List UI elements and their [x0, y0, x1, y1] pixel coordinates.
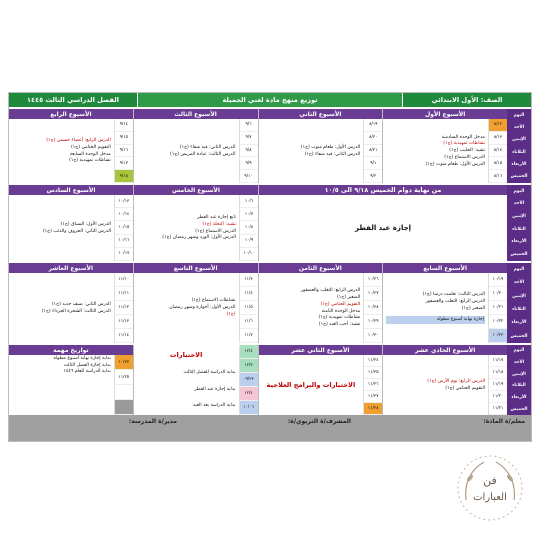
lesson-line: نشاطات تمهيدية (ج١) [443, 141, 485, 147]
lesson-line: مدخل الوحدة السابعة [69, 151, 111, 157]
lesson-line: الدرس الرابع: يوم الأرض (ج١) [427, 378, 485, 384]
date-cell: ١١/١٨ [489, 367, 507, 379]
date-cell: ١٠/٠٦ [240, 401, 258, 415]
week-1 [382, 109, 507, 183]
date-cell: ١٠/١٦ [115, 235, 133, 248]
day-header: اليوم [513, 188, 525, 194]
date-cell: ٩/١٥ [115, 132, 133, 145]
event-label: بداية إجازة عيد الفطر [194, 386, 236, 392]
date-cell: ١٠/٢٣ [115, 355, 133, 370]
date-cell: ١٢/٤ [240, 387, 258, 401]
week-dates [239, 195, 258, 261]
date-cell: ٨/١٩ [364, 119, 382, 132]
week-dates [114, 119, 133, 183]
lesson-line: نشاطات تمهيدية (ج١) [318, 315, 361, 321]
week-dates [239, 119, 258, 183]
week-lessons [383, 119, 488, 183]
lesson-line: نشيد: أحب العيد (ج١) [318, 321, 361, 327]
important-dates [9, 345, 133, 415]
lesson-line: مدخل الوحدة الثامنة [321, 308, 361, 314]
date-cell: ١١/١٧ [489, 355, 507, 367]
date-cell: ١١/١٤ [115, 329, 133, 343]
lesson-line: الصغير (ج١) [336, 295, 361, 301]
weeks-row-2 [9, 185, 531, 261]
date-cell [115, 385, 133, 400]
date-cell: ١١/٥ [240, 301, 258, 315]
date-cell: ١٠/١٥ [115, 221, 133, 234]
lesson-line: الصغير (ج١) [461, 305, 485, 311]
day-thursday: الخميس [510, 333, 528, 339]
date-cell: ٩/١٧ [115, 157, 133, 170]
logo-wreath-icon [450, 448, 530, 528]
signature-footer [9, 415, 531, 441]
date-cell: ١٠/١٣ [115, 195, 133, 208]
term-label: الفصل الدراسي الثالث ١٤٤٥ [9, 93, 137, 107]
lesson-line: الدرس الأول: الورد وشهر رمضان (ج١) [162, 235, 236, 241]
date-cell: ٩/١٦ [115, 145, 133, 158]
week-lessons [9, 195, 114, 261]
day-monday: الإثنين [512, 371, 526, 377]
important-dates-col [114, 355, 133, 415]
day-wednesday: الأربعاء [511, 161, 527, 167]
date-cell: ١٠/٢٦ [364, 273, 382, 287]
date-cell: ١٠/٢٧ [364, 287, 382, 301]
date-cell: ٩/١٤ [115, 119, 133, 132]
week-6 [9, 185, 133, 261]
week-dates [114, 273, 133, 343]
date-cell: ١١/١٢ [115, 301, 133, 315]
date-cell: ١١/١٣ [115, 315, 133, 329]
lesson-line: نشيد: النحلة (ج١) [202, 221, 236, 227]
lesson-line: الدرس الأول: السباق (ج١) [60, 221, 111, 227]
week-title: الأسبوع الرابع [9, 109, 133, 119]
lesson-line: نشيد: الحليب (ج١) [449, 148, 485, 154]
week-7 [382, 263, 507, 343]
lesson-line: الدرس الثالث: عيادة المريض (ج١) [170, 151, 236, 157]
week-12 [258, 345, 383, 415]
date-cell: ٩/١٨ [115, 170, 133, 183]
date-cell: ١١/١١ [115, 287, 133, 301]
week-dates [488, 355, 507, 415]
week-dates [239, 273, 258, 343]
weeks-row-3 [9, 263, 531, 343]
event-label: بداية إجازة الفصل الثالث [63, 362, 111, 368]
days-column [507, 109, 531, 183]
brand-logo [450, 448, 530, 528]
date-cell: ٩/٦ [240, 119, 258, 132]
day-wednesday: الأربعاء [511, 394, 527, 400]
date-cell: ١٠/٢٨ [364, 301, 382, 315]
date-cell: ١١/٢٧ [364, 391, 382, 403]
date-cell: ٩/٢ [364, 170, 382, 183]
date-cell: ٩/٩ [240, 157, 258, 170]
tests-block [133, 345, 258, 415]
lesson-line: الدرس الثالث: تعلمت درسا (ج١) [422, 292, 485, 298]
date-cell: ١٠/٣٠ [364, 329, 382, 343]
lesson-line: (ج١) [226, 311, 236, 317]
week-title: الأسبوع الخامس [134, 185, 258, 195]
date-cell: ٨/١٢ [489, 119, 507, 132]
date-cell: ١٠/١٩ [489, 273, 507, 287]
week-8 [258, 263, 383, 343]
date-cell: ١٠/٨ [240, 221, 258, 234]
week-2 [258, 109, 383, 183]
lesson-line: مدخل الوحدة السادسة [441, 134, 485, 140]
days-column [507, 185, 531, 261]
week-title: الأسبوع الثاني [259, 109, 383, 119]
logo-text-2: العبارات [473, 492, 507, 503]
day-sunday: الأحد [513, 201, 525, 207]
lesson-line: الدرس الأول: أحوارة وشهر رمضان [169, 305, 236, 311]
lesson-line: نشاطات تمهيدية (ج١) [69, 158, 111, 164]
date-cell: ١٠/٢٢ [489, 315, 507, 329]
lesson-line: التقويم الختامي (ج١) [70, 144, 111, 150]
week-dates [363, 119, 382, 183]
week-title: الأسبوع التاسع [134, 263, 258, 273]
teacher-signature: معلم/ة المادة: [483, 418, 525, 425]
week-3 [133, 109, 258, 183]
lesson-line: الدرس الثاني: الخروف والذئب (ج١) [42, 228, 111, 234]
important-dates-title: تواريخ مهمة [9, 345, 133, 355]
week-10 [9, 263, 133, 343]
date-cell: ١١/٢٥ [364, 367, 382, 379]
logo-text-1: فن [483, 474, 497, 487]
lesson-line: التقويم الختامي (ج١) [445, 385, 485, 391]
week-lessons [259, 119, 364, 183]
event-label: بداية إجازة نهاية أسبوع مطولة [53, 356, 111, 361]
week-lessons [9, 119, 114, 183]
date-cell: ١١/٢٠ [489, 391, 507, 403]
curriculum-sheet [8, 92, 532, 442]
weeks-row-4 [9, 345, 531, 415]
supervisor-signature: المشرف/ة التربوي/ة: [287, 418, 351, 425]
date-cell: ١٠/١٠ [240, 248, 258, 261]
tests-labels [134, 345, 239, 415]
week-title: الأسبوع الحادي عشر [383, 345, 507, 355]
date-cell: ١٢/٣ [240, 359, 258, 373]
date-cell: ١١/١٠ [115, 273, 133, 287]
week-lessons [134, 195, 239, 261]
day-thursday: الخميس [510, 406, 528, 412]
date-cell: ١٠/٢١ [489, 301, 507, 315]
week-title: الأسبوع الثالث [134, 109, 258, 119]
week-dates [488, 273, 507, 343]
lesson-line: تابع إجازة عيد الفطر [197, 215, 236, 221]
date-cell: ١١/٢٥ [115, 370, 133, 385]
days-column [507, 263, 531, 343]
date-cell: ٨/١٦ [489, 170, 507, 183]
date-cell: ١٠/٢٣ [489, 329, 507, 343]
date-cell: ١٠/٢٠ [489, 287, 507, 301]
day-thursday: الخميس [510, 174, 528, 180]
day-tuesday: الثلاثاء [512, 149, 526, 155]
date-cell: ٩/١ [364, 157, 382, 170]
holiday-block [258, 185, 507, 261]
principal-signature: مدير/ة المدرسة: [128, 418, 177, 425]
day-monday: الإثنين [512, 137, 526, 143]
date-cell: ٩/١٠ [240, 170, 258, 183]
lesson-line: الدرس الثاني: ضيف جديد (ج١) [51, 301, 111, 307]
day-monday: الإثنين [512, 214, 526, 220]
date-cell: ١٠/١٧ [115, 248, 133, 261]
date-cell: ١٢/٤ [240, 345, 258, 359]
lesson-line: الدرس الثاني: فيه شفاء (ج١) [304, 151, 361, 157]
date-cell: ١١/٢٦ [364, 379, 382, 391]
grade-label: الصف: الأول الابتدائي [403, 93, 531, 107]
date-cell: ١٠/١٤ [115, 208, 133, 221]
date-cell: ٨/١٤ [489, 145, 507, 158]
lesson-line: الدرس الرابع: أعضاء جسمي (ج١) [46, 138, 111, 144]
date-cell: ١٠/٩ [240, 235, 258, 248]
week-lessons [134, 119, 239, 183]
lesson-line: الدرس الرابع: الثعلب والعصفور [425, 298, 485, 304]
week-lessons [259, 355, 364, 415]
week-title: الأسبوع الثامن [259, 263, 383, 273]
date-cell: ٨/٢٠ [364, 132, 382, 145]
week-4 [9, 109, 133, 183]
date-cell: ٠٩/٢٣ [240, 373, 258, 387]
day-header: اليوم [513, 112, 525, 118]
important-dates-labels [9, 355, 114, 415]
long-weekend-note: إجازة نهاية أسبوع مطولة [386, 316, 485, 324]
date-cell: ١١/٣ [240, 273, 258, 287]
date-cell: ١١/٤ [240, 287, 258, 301]
week-dates [363, 273, 382, 343]
tests-dates [239, 345, 258, 415]
day-header: اليوم [513, 348, 525, 354]
date-cell: ٩/٧ [240, 132, 258, 145]
week-title: الأسبوع الثاني عشر [259, 345, 383, 355]
day-wednesday: الأربعاء [511, 320, 527, 326]
date-cell: ١١/٧ [240, 329, 258, 343]
day-thursday: الخميس [510, 252, 528, 258]
week-lessons [9, 273, 114, 343]
day-monday: الإثنين [512, 293, 526, 299]
week-9 [133, 263, 258, 343]
date-cell: ٨/٢١ [364, 145, 382, 158]
date-cell: ٨/١٣ [489, 132, 507, 145]
date-cell: ٨/١٥ [489, 157, 507, 170]
lesson-line: الدرس الثاني: فيه شفاء (ج١) [179, 144, 236, 150]
page-title: توزيع منهج مادة لغتي الجميلة [137, 93, 403, 107]
weeks-row-1 [9, 109, 531, 183]
week-dates [363, 355, 382, 415]
week-11 [382, 345, 507, 415]
date-cell: ١١/٢١ [489, 403, 507, 415]
date-cell: ١٠/٧ [240, 208, 258, 221]
date-cell: ١٠/٢٩ [364, 315, 382, 329]
event-label: بداية الدراسة للفصل الثالث [183, 370, 236, 376]
tests-title: الاختبارات [169, 350, 203, 359]
event-label: بداية الدراسة للعام ١٤٤٦ [63, 369, 111, 375]
date-cell: ١١/٢٨ [364, 403, 382, 415]
week-5 [133, 185, 258, 261]
week-lessons [134, 273, 239, 343]
day-sunday: الأحد [513, 359, 525, 365]
lesson-line: التقويم الختامي (ج١) [320, 301, 361, 307]
header-row [9, 93, 531, 107]
date-cell: ١٠/٦ [240, 195, 258, 208]
date-cell: ١١/٢٤ [364, 355, 382, 367]
date-cell: ١١/٦ [240, 315, 258, 329]
day-tuesday: الثلاثاء [512, 226, 526, 232]
week-title: الأسبوع السادس [9, 185, 133, 195]
day-sunday: الأحد [513, 280, 525, 286]
days-column [507, 345, 531, 415]
eid-holiday-label: إجازة عيد الفطر [354, 224, 412, 232]
lesson-line: الدرس الأول: طعام متوت (ج١) [425, 161, 485, 167]
week-title: الأسبوع العاشر [9, 263, 133, 273]
lesson-line: الدرس الأول: طعام متوت (ج١) [300, 144, 361, 150]
day-header: اليوم [513, 267, 525, 273]
week-lessons [383, 355, 488, 415]
lesson-line: الدرس الاستماع (ج١) [444, 154, 485, 160]
week-dates [114, 195, 133, 261]
holiday-banner: من نهاية دوام الخميس ٩/١٨ الى ١٠/٥ [259, 185, 507, 195]
lesson-line: الدرس الثالث: الشجرة الجرداء (ج١) [41, 308, 111, 314]
exams-remedial-label: الاختبارات والبرامج العلاجية [266, 380, 356, 389]
lesson-line: الدرس الاستماع (ج١) [195, 228, 236, 234]
day-tuesday: الثلاثاء [512, 307, 526, 313]
week-title: الأسبوع السابع [383, 263, 507, 273]
lesson-line: نشاطات الاستماع (ج١) [191, 298, 236, 304]
date-cell: ٩/٨ [240, 145, 258, 158]
date-cell: ١١/١٩ [489, 379, 507, 391]
lesson-line: الدرس الرابع: الثعلب والعصفور [300, 288, 361, 294]
event-label: بداية الدراسة بعد العيد [192, 403, 236, 409]
day-wednesday: الأربعاء [511, 239, 527, 245]
week-lessons [383, 273, 488, 343]
week-lessons [259, 273, 364, 343]
week-title: الأسبوع الأول [383, 109, 507, 119]
day-tuesday: الثلاثاء [512, 383, 526, 389]
week-dates [488, 119, 507, 183]
day-sunday: الأحد [513, 124, 525, 130]
